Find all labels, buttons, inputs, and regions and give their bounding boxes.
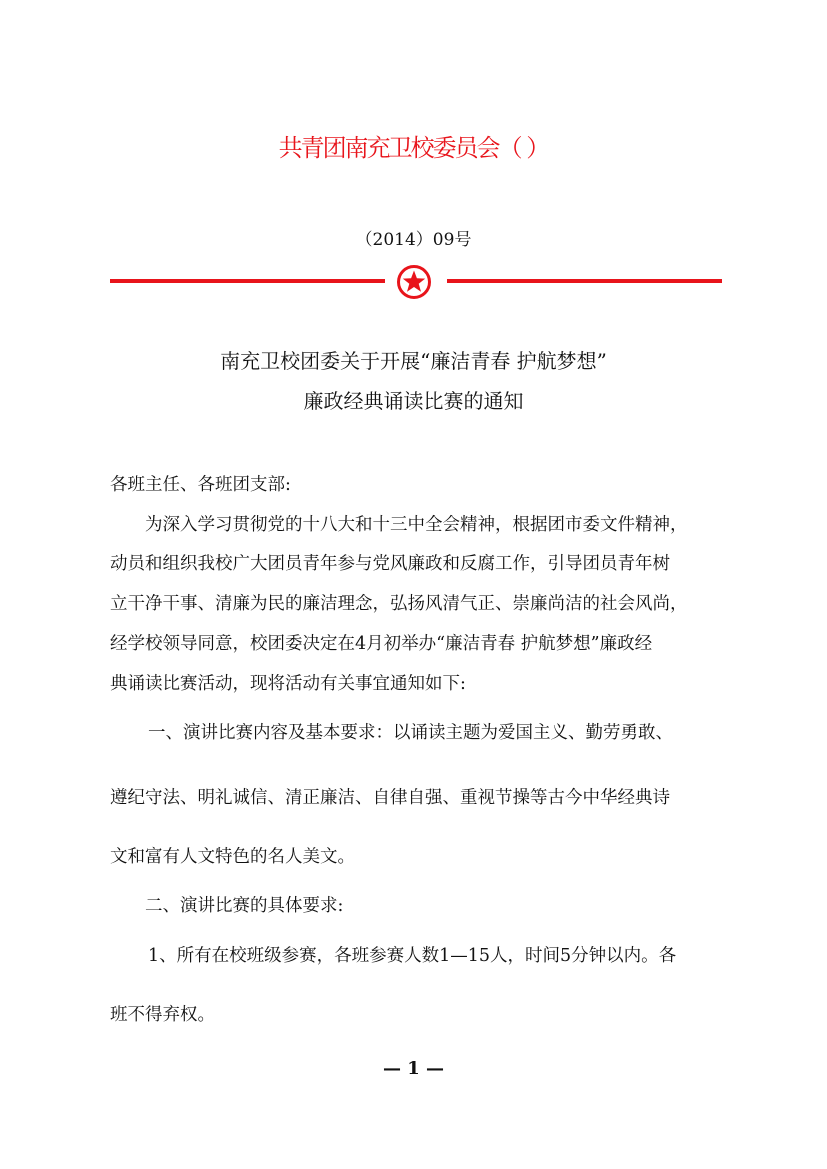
intro-line: 动员和组织我校广大团员青年参与党风廉政和反腐工作，引导团员青年树 — [110, 554, 670, 574]
section2-heading: 二、演讲比赛的具体要求: — [145, 896, 344, 916]
item1-line: 1、所有在校班级参赛，各班参赛人数1—15人，时间5分钟以内。各 — [148, 946, 677, 966]
salutation: 各班主任、各班团支部: — [110, 475, 291, 495]
notice-title-line-1: 南充卫校团委关于开展“廉洁青春 护航梦想” — [220, 349, 607, 373]
intro-line: 典诵读比赛活动，现将活动有关事宜通知如下: — [110, 674, 466, 694]
section1-line: 文和富有人文特色的名人美文。 — [110, 847, 355, 867]
red-divider-left — [110, 279, 385, 283]
document-number: （2014）09号 — [355, 230, 472, 250]
intro-line: 经学校领导同意，校团委决定在4月初举办“廉洁青春 护航梦想”廉政经 — [110, 634, 653, 654]
intro-line: 为深入学习贯彻党的十八大和十三中全会精神，根据团市委文件精神， — [145, 515, 688, 535]
section1-line: 一、演讲比赛内容及基本要求：以诵读主题为爱国主义、勤劳勇敢、 — [148, 723, 673, 743]
notice-title-line-2: 廉政经典诵读比赛的通知 — [303, 389, 524, 413]
red-divider-right — [447, 279, 722, 283]
red-star-emblem-icon — [396, 264, 432, 300]
section1-line: 遵纪守法、明礼诚信、清正廉洁、自律自强、重视节操等古今中华经典诗 — [110, 788, 670, 808]
org-header-title: 共青团南充卫校委员会（ ） — [278, 134, 549, 162]
intro-line: 立干净干事、清廉为民的廉洁理念，弘扬风清气正、崇廉尚洁的社会风尚， — [110, 594, 688, 614]
page-number: — 1 — — [382, 1058, 445, 1079]
item1-line: 班不得弃权。 — [110, 1005, 215, 1025]
